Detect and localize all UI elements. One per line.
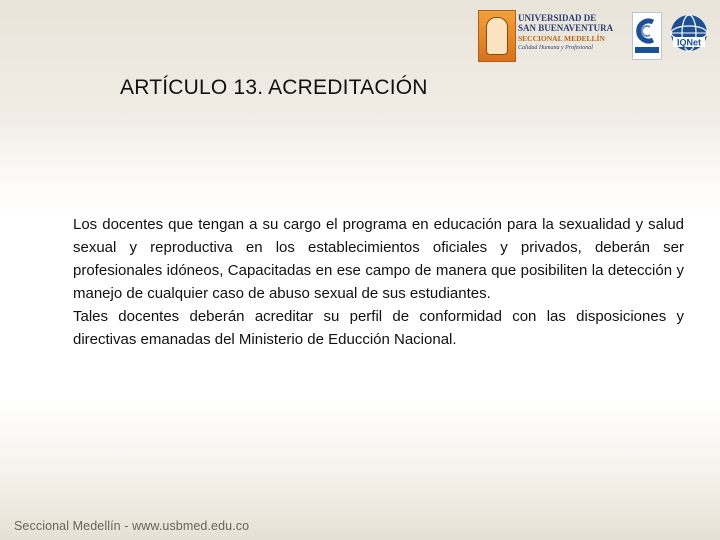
article-body [73,213,684,351]
footer-text: Seccional Medellín - www.usbmed.edu.co [14,519,250,533]
icontec-globe-icon [669,12,709,58]
university-crest-icon [478,10,516,62]
article-paragraph-1: Los docentes que tengan a su cargo el programa en educación para la sexualidad y salud sexual y reproductiva en los establecimientos oficiales y privados, deberán ser profesionales idóneos, Capacitadas en ese campo de manera que posibiliten la detección y manejo de cualquier caso de abuso sexual de sus estudiantes. [73,216,684,302]
article-paragraph-2: Tales docentes deberán acreditar su perfil de conformidad con las disposiciones y directivas emanadas del Ministerio de Educción Nacional. [73,308,684,348]
university-logo [476,8,626,64]
header-logos [476,8,712,64]
slide-title: ARTÍCULO 13. ACREDITACIÓN [120,76,428,99]
university-name-line2: SAN BUENAVENTURA [518,23,614,33]
university-slogan: Calidad Humana y Profesional [518,45,593,51]
university-name [518,13,630,52]
certification-c-icon [632,12,662,60]
university-name-line1: UNIVERSIDAD DE [518,13,597,23]
icontec-label: IQNet [676,37,702,48]
university-seccional: SECCIONAL MEDELLÍN [518,34,605,43]
